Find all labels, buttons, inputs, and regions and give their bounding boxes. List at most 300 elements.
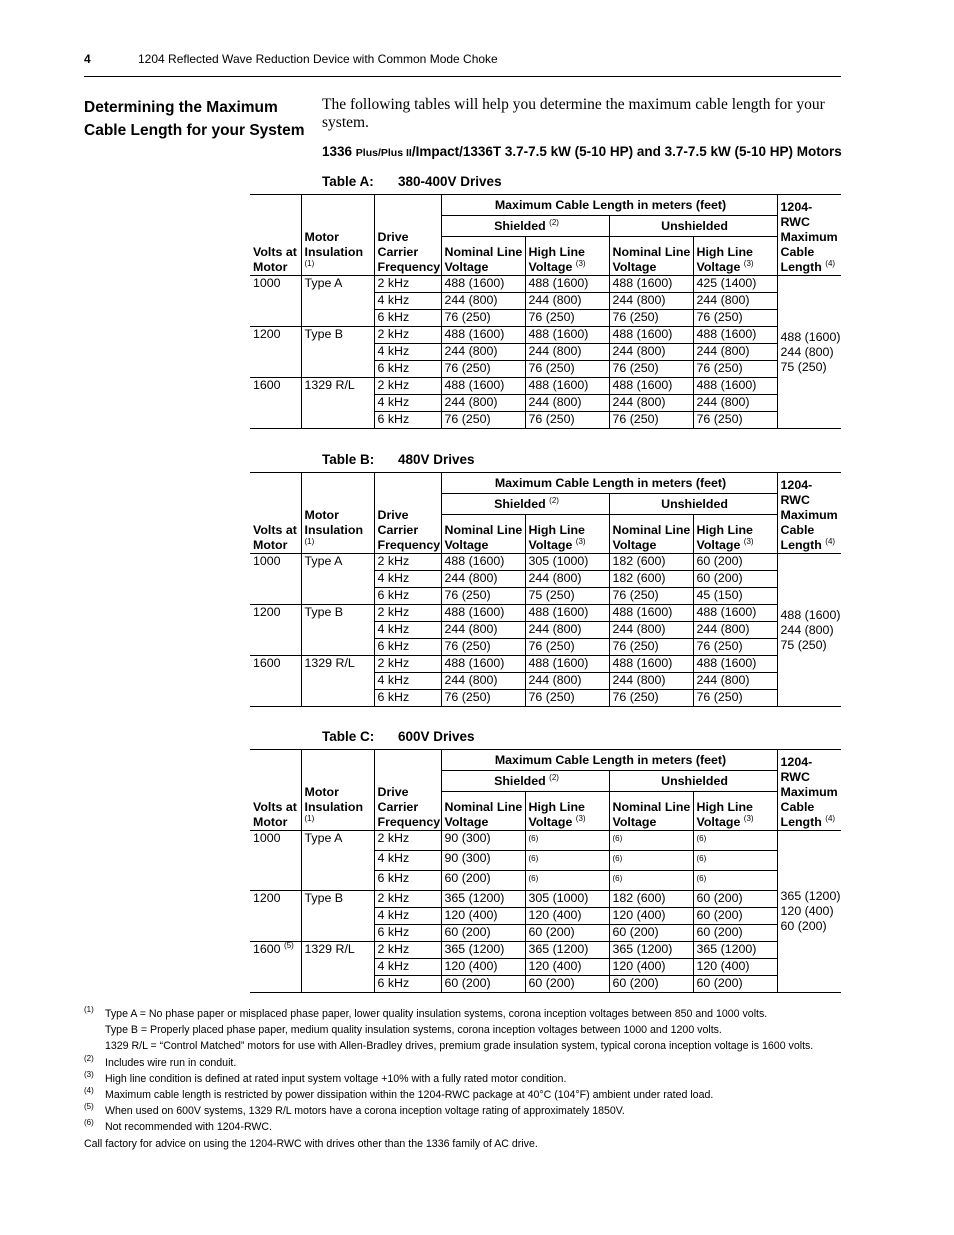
footnote bbox=[84, 1103, 844, 1119]
table-caption bbox=[322, 729, 475, 744]
footnote-ref: (6) bbox=[612, 874, 623, 884]
length-cell: 76 (250) bbox=[525, 639, 609, 656]
footnote-text: Maximum cable length is restricted by power dissipation within the 1204-RWC package at 40°C (104°F) ambient under rated load. bbox=[105, 1089, 714, 1102]
length-cell: 488 (1600) bbox=[441, 327, 525, 344]
header-shielded-cell bbox=[441, 494, 609, 515]
length-cell: 244 (800) bbox=[693, 344, 777, 361]
length-cell: 488 (1600) bbox=[693, 605, 777, 622]
length-cell: 76 (250) bbox=[441, 361, 525, 378]
header-unshielded: Unshielded bbox=[609, 771, 777, 792]
header-rwc: 1204-RWC Maximum Cable Length bbox=[780, 755, 838, 829]
length-cell: 244 (800) bbox=[441, 622, 525, 639]
length-cell: 488 (1600) bbox=[441, 276, 525, 293]
rwc-max-length-cell bbox=[777, 276, 841, 429]
frequency-cell: 4 kHz bbox=[374, 344, 441, 361]
subhead-part2: /Impact/1336T 3.7-7.5 kW (5-10 HP) and 3.7-7.5 kW (5-10 HP) Motors bbox=[411, 144, 842, 159]
length-cell: 120 (400) bbox=[441, 908, 525, 925]
header-insulation-cell bbox=[301, 750, 374, 831]
header-shielded: Shielded bbox=[494, 218, 546, 233]
length-cell: 244 (800) bbox=[609, 344, 693, 361]
header-insulation-note: (1) bbox=[304, 536, 315, 546]
header-insulation-cell bbox=[301, 195, 374, 276]
table-row bbox=[250, 554, 841, 571]
rwc-max-length-value: 75 (250) bbox=[780, 359, 827, 374]
length-cell: 60 (200) bbox=[525, 925, 609, 942]
table-row bbox=[250, 276, 841, 293]
length-cell: 244 (800) bbox=[441, 293, 525, 310]
length-cell: 76 (250) bbox=[441, 412, 525, 429]
header-carrier: Drive Carrier Frequency bbox=[374, 195, 441, 276]
length-cell: 76 (250) bbox=[441, 639, 525, 656]
header-nominal: Nominal Line Voltage bbox=[609, 792, 693, 831]
table-label: Table C: bbox=[322, 729, 375, 744]
length-cell: 76 (250) bbox=[441, 588, 525, 605]
frequency-cell: 2 kHz bbox=[374, 942, 441, 959]
cable-length-table bbox=[250, 749, 841, 993]
not-recommended-cell bbox=[525, 851, 609, 871]
length-cell: 45 (150) bbox=[693, 588, 777, 605]
header-insulation: Motor Insulation bbox=[304, 230, 364, 259]
insulation-cell: Type A bbox=[301, 831, 374, 891]
volts-cell bbox=[250, 327, 301, 378]
volts-value: 1200 bbox=[253, 891, 281, 906]
insulation-cell: Type B bbox=[301, 891, 374, 942]
header-shielded-cell bbox=[441, 216, 609, 237]
length-cell: 90 (300) bbox=[441, 831, 525, 851]
frequency-cell: 2 kHz bbox=[374, 605, 441, 622]
length-cell: 488 (1600) bbox=[609, 327, 693, 344]
length-cell: 76 (250) bbox=[609, 361, 693, 378]
header-shielded-note: (2) bbox=[549, 772, 559, 782]
header-max-length: Maximum Cable Length in meters (feet) bbox=[441, 473, 777, 494]
footnote-mark: (2) bbox=[84, 1053, 94, 1063]
header-rwc-cell bbox=[777, 473, 841, 554]
frequency-cell: 6 kHz bbox=[374, 639, 441, 656]
footnotes bbox=[84, 1006, 844, 1152]
header-rwc-cell bbox=[777, 195, 841, 276]
header-insulation: Motor Insulation bbox=[304, 785, 364, 814]
frequency-cell: 2 kHz bbox=[374, 327, 441, 344]
volts-cell bbox=[250, 656, 301, 707]
frequency-cell: 4 kHz bbox=[374, 622, 441, 639]
not-recommended-cell bbox=[609, 851, 693, 871]
header-row bbox=[250, 473, 841, 494]
not-recommended-cell bbox=[525, 871, 609, 891]
footnote-text: Includes wire run in conduit. bbox=[105, 1056, 237, 1069]
footnote-text: High line condition is defined at rated input system voltage +10% with a fully rated motor condition. bbox=[105, 1072, 567, 1085]
frequency-cell: 4 kHz bbox=[374, 673, 441, 690]
header-rwc-cell bbox=[777, 750, 841, 831]
insulation-cell: Type B bbox=[301, 605, 374, 656]
volts-value: 1200 bbox=[253, 327, 281, 341]
volts-cell bbox=[250, 891, 301, 942]
length-cell: 305 (1000) bbox=[525, 554, 609, 571]
header-insulation-note: (1) bbox=[304, 813, 315, 823]
rwc-max-length-value: 60 (200) bbox=[780, 919, 827, 934]
length-cell: 244 (800) bbox=[609, 395, 693, 412]
length-cell: 76 (250) bbox=[525, 412, 609, 429]
volts-cell bbox=[250, 554, 301, 605]
table-row bbox=[250, 605, 841, 622]
length-cell: 76 (250) bbox=[525, 690, 609, 707]
header-high-cell bbox=[525, 237, 609, 276]
length-cell: 90 (300) bbox=[441, 851, 525, 871]
not-recommended-cell bbox=[609, 871, 693, 891]
rwc-max-length-value: 488 (1600) bbox=[780, 607, 841, 622]
footnote-text: 1329 R/L = “Control Matched” motors for use with Allen-Bradley drives, premium grade insulation system, typical corona inception voltage is 1600 volts. bbox=[105, 1040, 814, 1053]
header-high: High Line Voltage bbox=[696, 523, 753, 552]
table-caption bbox=[322, 174, 502, 189]
length-cell: 244 (800) bbox=[525, 622, 609, 639]
footnote bbox=[84, 1087, 844, 1103]
insulation-cell: 1329 R/L bbox=[301, 942, 374, 993]
header-volts: Volts at Motor bbox=[250, 750, 301, 831]
footnote-ref: (6) bbox=[696, 834, 707, 843]
frequency-cell: 6 kHz bbox=[374, 310, 441, 327]
subhead-plus: Plus/Plus II bbox=[355, 147, 412, 159]
header-shielded-note: (2) bbox=[549, 495, 559, 505]
header-nominal: Nominal Line Voltage bbox=[441, 792, 525, 831]
not-recommended-cell bbox=[609, 831, 693, 851]
volts-value: 1600 bbox=[253, 378, 281, 392]
footnote bbox=[84, 1119, 844, 1135]
length-cell: 60 (200) bbox=[441, 976, 525, 993]
frequency-cell: 2 kHz bbox=[374, 554, 441, 571]
header-shielded-note: (2) bbox=[549, 217, 559, 227]
frequency-cell: 2 kHz bbox=[374, 656, 441, 673]
length-cell: 244 (800) bbox=[525, 344, 609, 361]
volts-cell bbox=[250, 942, 301, 993]
footnote-text: When used on 600V systems, 1329 R/L motors have a corona inception voltage rating of approximately 1850V. bbox=[105, 1105, 625, 1118]
footnote-ref: (6) bbox=[612, 834, 623, 843]
header-high-cell bbox=[693, 237, 777, 276]
frequency-cell: 6 kHz bbox=[374, 690, 441, 707]
frequency-cell: 4 kHz bbox=[374, 959, 441, 976]
header-high-note: (3) bbox=[743, 813, 754, 823]
header-high: High Line Voltage bbox=[528, 245, 585, 274]
not-recommended-cell bbox=[693, 851, 777, 871]
length-cell: 488 (1600) bbox=[525, 276, 609, 293]
header-high-cell bbox=[525, 792, 609, 831]
frequency-cell: 6 kHz bbox=[374, 412, 441, 429]
table-row bbox=[250, 656, 841, 673]
frequency-cell: 2 kHz bbox=[374, 378, 441, 395]
frequency-cell: 6 kHz bbox=[374, 976, 441, 993]
rwc-max-length-value: 365 (1200) bbox=[780, 889, 841, 904]
header-volts: Volts at Motor bbox=[250, 195, 301, 276]
length-cell: 244 (800) bbox=[441, 395, 525, 412]
length-cell: 182 (600) bbox=[609, 571, 693, 588]
length-cell: 76 (250) bbox=[609, 412, 693, 429]
header-nominal: Nominal Line Voltage bbox=[609, 237, 693, 276]
length-cell: 488 (1600) bbox=[441, 656, 525, 673]
table-row bbox=[250, 378, 841, 395]
document-title: 1204 Reflected Wave Reduction Device with Common Mode Choke bbox=[138, 52, 498, 66]
table-row bbox=[250, 891, 841, 908]
insulation-cell: 1329 R/L bbox=[301, 378, 374, 429]
header-high-cell bbox=[693, 515, 777, 554]
length-cell: 365 (1200) bbox=[525, 942, 609, 959]
length-cell: 60 (200) bbox=[609, 976, 693, 993]
frequency-cell: 4 kHz bbox=[374, 851, 441, 871]
footnote bbox=[84, 1006, 844, 1055]
rwc-max-length-cell bbox=[777, 831, 841, 993]
cable-length-table bbox=[250, 194, 841, 429]
header-high-cell bbox=[693, 792, 777, 831]
header-high-note: (3) bbox=[575, 536, 586, 546]
length-cell: 425 (1400) bbox=[693, 276, 777, 293]
length-cell: 76 (250) bbox=[693, 412, 777, 429]
length-cell: 365 (1200) bbox=[441, 942, 525, 959]
footnote bbox=[84, 1055, 844, 1071]
frequency-cell: 2 kHz bbox=[374, 891, 441, 908]
header-rwc-note: (4) bbox=[825, 813, 836, 823]
header-high: High Line Voltage bbox=[528, 800, 585, 829]
length-cell: 75 (250) bbox=[525, 588, 609, 605]
header-shielded: Shielded bbox=[494, 496, 546, 511]
table-row bbox=[250, 942, 841, 959]
header-insulation: Motor Insulation bbox=[304, 508, 364, 537]
length-cell: 60 (200) bbox=[609, 925, 693, 942]
frequency-cell: 4 kHz bbox=[374, 395, 441, 412]
length-cell: 488 (1600) bbox=[441, 554, 525, 571]
volts-cell bbox=[250, 378, 301, 429]
header-rwc-note: (4) bbox=[825, 536, 836, 546]
footnote-ref: (6) bbox=[612, 854, 623, 864]
header-carrier: Drive Carrier Frequency bbox=[374, 750, 441, 831]
length-cell: 244 (800) bbox=[693, 673, 777, 690]
footnote-list bbox=[84, 1006, 844, 1136]
length-cell: 488 (1600) bbox=[693, 327, 777, 344]
length-cell: 244 (800) bbox=[525, 673, 609, 690]
length-cell: 120 (400) bbox=[609, 959, 693, 976]
tables-subheading bbox=[322, 144, 842, 159]
footnote-mark: (6) bbox=[84, 1118, 94, 1128]
header-high-note: (3) bbox=[575, 813, 586, 823]
footnote bbox=[84, 1071, 844, 1087]
table-caption bbox=[322, 452, 475, 467]
length-cell: 182 (600) bbox=[609, 891, 693, 908]
length-cell: 60 (200) bbox=[441, 871, 525, 891]
header-high: High Line Voltage bbox=[528, 523, 585, 552]
rwc-max-length-value: 488 (1600) bbox=[780, 329, 841, 344]
header-insulation-cell bbox=[301, 473, 374, 554]
header-row bbox=[250, 195, 841, 216]
footnote-mark: (3) bbox=[84, 1069, 94, 1079]
length-cell: 60 (200) bbox=[693, 554, 777, 571]
length-cell: 76 (250) bbox=[609, 639, 693, 656]
length-cell: 488 (1600) bbox=[609, 656, 693, 673]
length-cell: 60 (200) bbox=[693, 976, 777, 993]
length-cell: 76 (250) bbox=[609, 310, 693, 327]
length-cell: 76 (250) bbox=[693, 310, 777, 327]
header-insulation-note: (1) bbox=[304, 258, 315, 268]
insulation-cell: Type B bbox=[301, 327, 374, 378]
not-recommended-cell bbox=[693, 871, 777, 891]
length-cell: 120 (400) bbox=[525, 908, 609, 925]
table-title: 480V Drives bbox=[398, 452, 475, 467]
page-header bbox=[84, 52, 841, 74]
length-cell: 305 (1000) bbox=[525, 891, 609, 908]
length-cell: 488 (1600) bbox=[609, 276, 693, 293]
volts-value: 1000 bbox=[253, 554, 281, 568]
intro-paragraph: The following tables will help you determine the maximum cable length for your system. bbox=[322, 96, 825, 131]
frequency-cell: 2 kHz bbox=[374, 276, 441, 293]
closing-note: Call factory for advice on using the 1204-RWC with drives other than the 1336 family of AC drive. bbox=[84, 1137, 538, 1150]
length-cell: 488 (1600) bbox=[693, 656, 777, 673]
length-cell: 60 (200) bbox=[693, 571, 777, 588]
volts-value: 1000 bbox=[253, 276, 281, 290]
page-number: 4 bbox=[84, 52, 91, 66]
table-row bbox=[250, 831, 841, 851]
footnote-ref: (6) bbox=[696, 874, 707, 884]
length-cell: 244 (800) bbox=[441, 673, 525, 690]
frequency-cell: 6 kHz bbox=[374, 361, 441, 378]
length-cell: 488 (1600) bbox=[525, 656, 609, 673]
length-cell: 244 (800) bbox=[609, 673, 693, 690]
length-cell: 244 (800) bbox=[525, 571, 609, 588]
insulation-cell: 1329 R/L bbox=[301, 656, 374, 707]
volts-value: 1200 bbox=[253, 605, 281, 619]
volts-value: 1000 bbox=[253, 831, 281, 845]
footnote-ref: (6) bbox=[528, 854, 539, 864]
header-rwc: 1204-RWC Maximum Cable Length bbox=[780, 478, 838, 552]
length-cell: 60 (200) bbox=[693, 908, 777, 925]
insulation-cell: Type A bbox=[301, 554, 374, 605]
length-cell: 120 (400) bbox=[525, 959, 609, 976]
table-label: Table A: bbox=[322, 174, 374, 189]
header-rwc: 1204-RWC Maximum Cable Length bbox=[780, 200, 838, 274]
rwc-max-length-value: 244 (800) bbox=[780, 344, 834, 359]
header-unshielded: Unshielded bbox=[609, 494, 777, 515]
length-cell: 76 (250) bbox=[693, 361, 777, 378]
length-cell: 60 (200) bbox=[693, 891, 777, 908]
length-cell: 76 (250) bbox=[525, 361, 609, 378]
frequency-cell: 6 kHz bbox=[374, 871, 441, 891]
header-row bbox=[250, 750, 841, 771]
frequency-cell: 4 kHz bbox=[374, 571, 441, 588]
header-high-note: (3) bbox=[743, 536, 754, 546]
length-cell: 244 (800) bbox=[525, 293, 609, 310]
length-cell: 488 (1600) bbox=[693, 378, 777, 395]
table-title: 380-400V Drives bbox=[398, 174, 502, 189]
header-high-cell bbox=[525, 515, 609, 554]
length-cell: 60 (200) bbox=[693, 925, 777, 942]
length-cell: 120 (400) bbox=[693, 959, 777, 976]
length-cell: 244 (800) bbox=[525, 395, 609, 412]
length-cell: 365 (1200) bbox=[609, 942, 693, 959]
header-nominal: Nominal Line Voltage bbox=[441, 237, 525, 276]
footnote-mark: (1) bbox=[84, 1005, 94, 1014]
table-title: 600V Drives bbox=[398, 729, 475, 744]
cable-length-table bbox=[250, 472, 841, 707]
length-cell: 76 (250) bbox=[525, 310, 609, 327]
rwc-max-length-value: 75 (250) bbox=[780, 637, 827, 652]
frequency-cell: 6 kHz bbox=[374, 588, 441, 605]
footnote-mark: (5) bbox=[84, 1102, 94, 1112]
rwc-max-length-value: 244 (800) bbox=[780, 622, 834, 637]
volts-value: 1600 bbox=[253, 942, 281, 957]
length-cell: 488 (1600) bbox=[441, 605, 525, 622]
length-cell: 76 (250) bbox=[693, 690, 777, 707]
frequency-cell: 6 kHz bbox=[374, 925, 441, 942]
header-carrier: Drive Carrier Frequency bbox=[374, 473, 441, 554]
table-label: Table B: bbox=[322, 452, 375, 467]
insulation-cell: Type A bbox=[301, 276, 374, 327]
volts-value: 1600 bbox=[253, 656, 281, 670]
length-cell: 365 (1200) bbox=[693, 942, 777, 959]
header-max-length: Maximum Cable Length in meters (feet) bbox=[441, 195, 777, 216]
section-title: Determining the Maximum Cable Length for your System bbox=[84, 99, 305, 139]
length-cell: 488 (1600) bbox=[441, 378, 525, 395]
header-rwc-note: (4) bbox=[825, 258, 836, 268]
length-cell: 76 (250) bbox=[609, 690, 693, 707]
length-cell: 488 (1600) bbox=[609, 605, 693, 622]
length-cell: 244 (800) bbox=[441, 344, 525, 361]
header-high: High Line Voltage bbox=[696, 800, 753, 829]
rwc-max-length-cell bbox=[777, 554, 841, 707]
footnote-text: Not recommended with 1204-RWC. bbox=[105, 1121, 273, 1134]
length-cell: 182 (600) bbox=[609, 554, 693, 571]
header-unshielded: Unshielded bbox=[609, 216, 777, 237]
footnote-text: Type A = No phase paper or misplaced phase paper, lower quality insulation systems, corona inception voltages between 850 and 1000 volts. bbox=[105, 1008, 768, 1020]
header-nominal: Nominal Line Voltage bbox=[441, 515, 525, 554]
header-rule bbox=[84, 76, 841, 77]
length-cell: 76 (250) bbox=[441, 690, 525, 707]
length-cell: 244 (800) bbox=[693, 293, 777, 310]
footnote-ref: (6) bbox=[696, 854, 707, 864]
table-row bbox=[250, 327, 841, 344]
frequency-cell: 2 kHz bbox=[374, 831, 441, 851]
header-max-length: Maximum Cable Length in meters (feet) bbox=[441, 750, 777, 771]
length-cell: 76 (250) bbox=[609, 588, 693, 605]
subhead-part1: 1336 bbox=[322, 144, 356, 159]
header-nominal: Nominal Line Voltage bbox=[609, 515, 693, 554]
header-high: High Line Voltage bbox=[696, 245, 753, 274]
length-cell: 488 (1600) bbox=[609, 378, 693, 395]
length-cell: 120 (400) bbox=[609, 908, 693, 925]
length-cell: 244 (800) bbox=[609, 293, 693, 310]
length-cell: 488 (1600) bbox=[525, 605, 609, 622]
length-cell: 244 (800) bbox=[693, 622, 777, 639]
volts-value-note: (5) bbox=[284, 941, 294, 951]
rwc-max-length-value: 120 (400) bbox=[780, 904, 834, 919]
length-cell: 244 (800) bbox=[441, 571, 525, 588]
length-cell: 365 (1200) bbox=[441, 891, 525, 908]
frequency-cell: 4 kHz bbox=[374, 908, 441, 925]
length-cell: 60 (200) bbox=[441, 925, 525, 942]
frequency-cell: 4 kHz bbox=[374, 293, 441, 310]
volts-cell bbox=[250, 831, 301, 891]
footnote-ref: (6) bbox=[528, 874, 539, 884]
length-cell: 76 (250) bbox=[693, 639, 777, 656]
not-recommended-cell bbox=[693, 831, 777, 851]
length-cell: 60 (200) bbox=[525, 976, 609, 993]
header-high-note: (3) bbox=[743, 258, 754, 268]
length-cell: 488 (1600) bbox=[525, 378, 609, 395]
not-recommended-cell bbox=[525, 831, 609, 851]
header-shielded-cell bbox=[441, 771, 609, 792]
length-cell: 244 (800) bbox=[693, 395, 777, 412]
header-high-note: (3) bbox=[575, 258, 586, 268]
header-volts: Volts at Motor bbox=[250, 473, 301, 554]
footnote-mark: (4) bbox=[84, 1086, 94, 1096]
header-shielded: Shielded bbox=[494, 773, 546, 788]
length-cell: 120 (400) bbox=[441, 959, 525, 976]
length-cell: 244 (800) bbox=[609, 622, 693, 639]
footnote-text: Type B = Properly placed phase paper, medium quality insulation systems, corona inception voltages between 1000 and 1200 volts. bbox=[105, 1024, 722, 1037]
volts-cell bbox=[250, 605, 301, 656]
